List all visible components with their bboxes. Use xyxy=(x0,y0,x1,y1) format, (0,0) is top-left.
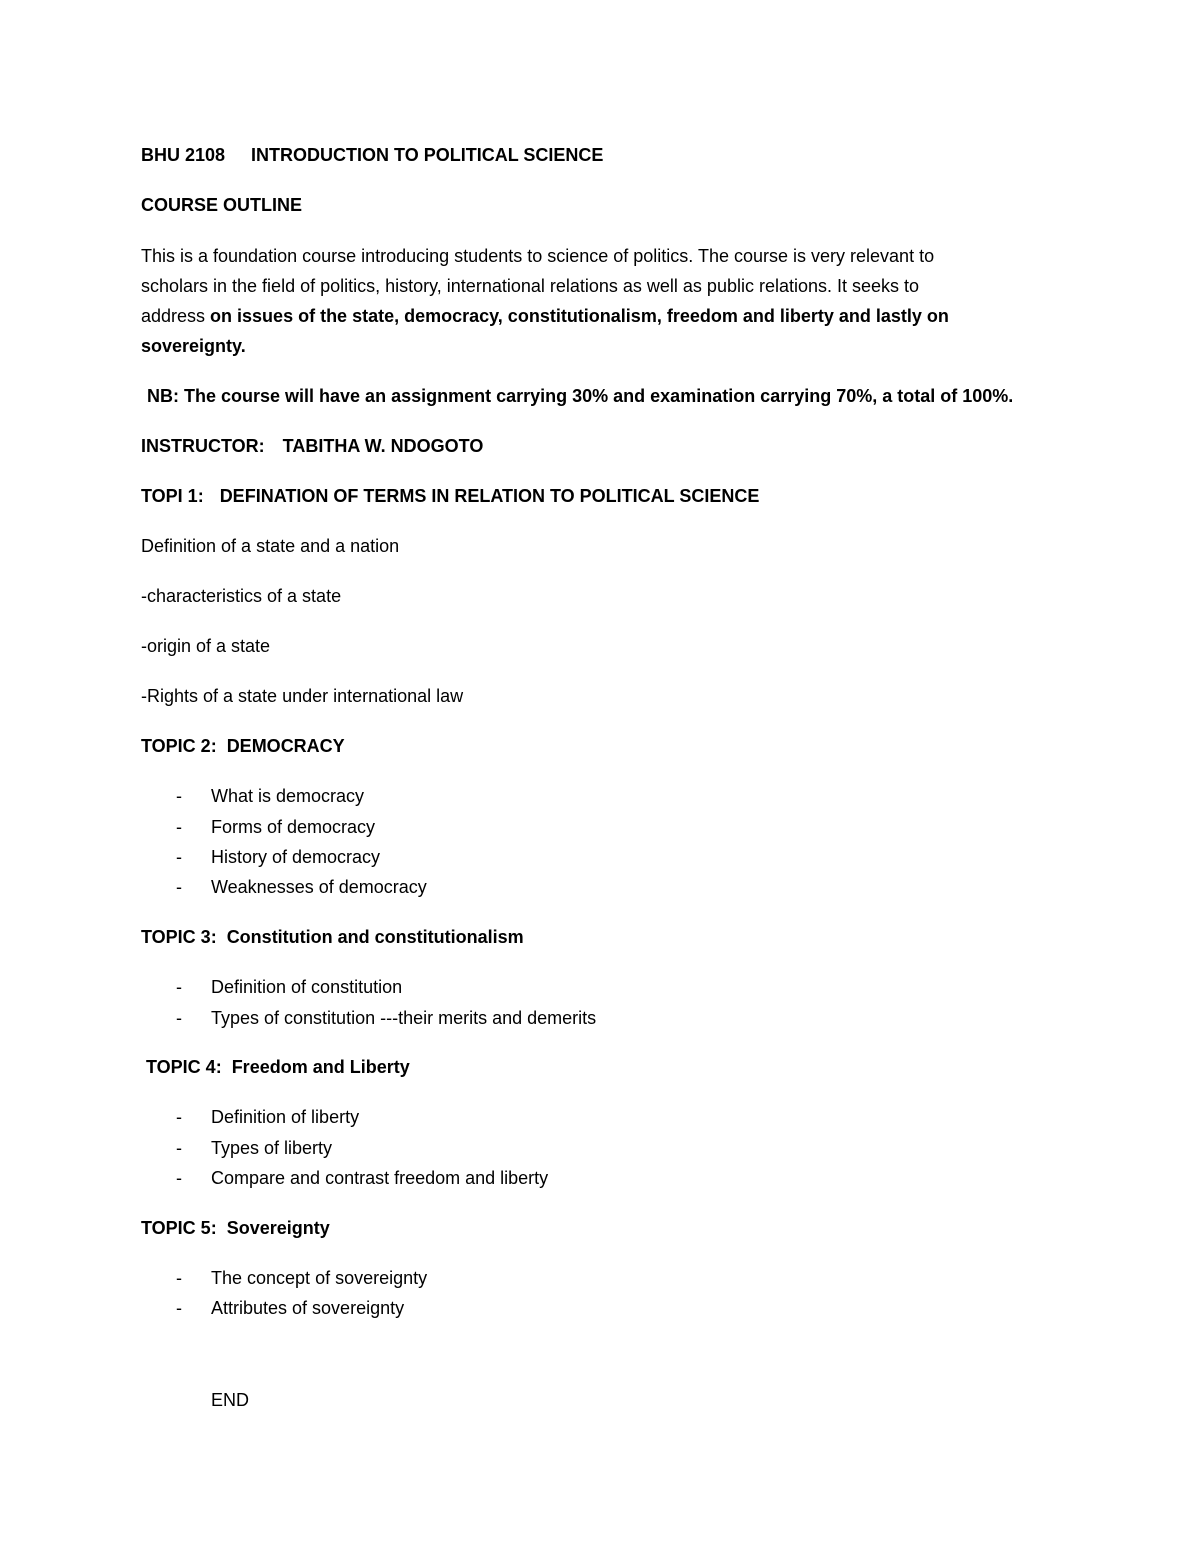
topic-5-label: TOPIC 5: xyxy=(141,1218,217,1238)
list-item xyxy=(176,1006,596,1030)
list-item xyxy=(176,875,427,899)
topic-2-title: DEMOCRACY xyxy=(226,736,345,756)
outline-heading: COURSE OUTLINE xyxy=(141,195,303,215)
list-item xyxy=(176,1166,548,1190)
bullet-dash: - xyxy=(176,1138,182,1158)
course-code: BHU 2108 xyxy=(141,145,226,165)
list-item-text: Forms of democracy xyxy=(211,817,376,837)
topic-1-item: -characteristics of a state xyxy=(141,586,342,606)
bullet-dash: - xyxy=(176,1008,182,1028)
list-item xyxy=(176,784,364,808)
list-item-text: Types of liberty xyxy=(211,1138,333,1158)
topic-4-heading xyxy=(146,1055,410,1079)
list-item-text: Weaknesses of democracy xyxy=(211,877,427,897)
list-item xyxy=(176,1105,359,1129)
topic-3-heading xyxy=(141,925,524,949)
course-title: INTRODUCTION TO POLITICAL SCIENCE xyxy=(251,145,604,165)
instructor-line xyxy=(141,434,483,458)
intro-line-1: This is a foundation course introducing students to science of politics. The course is very relevant to xyxy=(141,246,935,266)
list-item-text: Definition of liberty xyxy=(211,1107,360,1127)
list-item xyxy=(176,815,375,839)
topic-5-heading xyxy=(141,1216,330,1240)
list-item xyxy=(176,1266,427,1290)
topic-4-label: TOPIC 4: xyxy=(146,1057,222,1077)
bullet-dash: - xyxy=(176,1268,182,1288)
list-item-text: Attributes of sovereignty xyxy=(211,1298,405,1318)
topic-1-label: TOPI 1: xyxy=(141,486,204,506)
topic-3-label: TOPIC 3: xyxy=(141,927,217,947)
list-item-text: Compare and contrast freedom and liberty xyxy=(211,1168,549,1188)
intro-line-2: scholars in the field of politics, history, international relations as well as public relations. It seeks to xyxy=(141,276,920,296)
topic-3-title: Constitution and constitutionalism xyxy=(226,927,524,947)
end-marker: END xyxy=(211,1390,250,1410)
instructor-name: TABITHA W. NDOGOTO xyxy=(282,436,484,456)
list-item xyxy=(176,845,380,869)
bullet-dash: - xyxy=(176,1107,182,1127)
bullet-dash: - xyxy=(176,847,182,867)
bullet-dash: - xyxy=(176,1168,182,1188)
topic-1-title: DEFINATION OF TERMS IN RELATION TO POLITICAL SCIENCE xyxy=(219,486,760,506)
intro-line-3-plain: address xyxy=(141,306,211,326)
topic-1-item: -Rights of a state under international law xyxy=(141,686,464,706)
assessment-note: NB: The course will have an assignment carrying 30% and examination carrying 70%, a total of 100%. xyxy=(147,386,1014,406)
list-item-text: Types of constitution ---their merits and demerits xyxy=(211,1008,597,1028)
bullet-dash: - xyxy=(176,786,182,806)
course-heading xyxy=(141,143,603,167)
list-item xyxy=(176,975,402,999)
intro-line-3 xyxy=(141,304,949,328)
intro-line-3-bold: on issues of the state, democracy, constitutionalism, freedom and liberty and lastly on xyxy=(210,306,949,326)
topic-2-label: TOPIC 2: xyxy=(141,736,217,756)
topic-1-item: Definition of a state and a nation xyxy=(141,536,400,556)
list-item xyxy=(176,1296,404,1320)
bullet-dash: - xyxy=(176,817,182,837)
topic-5-title: Sovereignty xyxy=(226,1218,330,1238)
list-item-text: The concept of sovereignty xyxy=(211,1268,428,1288)
bullet-dash: - xyxy=(176,977,182,997)
topic-4-title: Freedom and Liberty xyxy=(231,1057,410,1077)
list-item-text: History of democracy xyxy=(211,847,381,867)
topic-1-item: -origin of a state xyxy=(141,636,271,656)
bullet-dash: - xyxy=(176,1298,182,1318)
list-item xyxy=(176,1136,332,1160)
instructor-label: INSTRUCTOR: xyxy=(141,436,265,456)
topic-2-heading xyxy=(141,734,345,758)
bullet-dash: - xyxy=(176,877,182,897)
list-item-text: What is democracy xyxy=(211,786,365,806)
topic-1-heading xyxy=(141,484,759,508)
list-item-text: Definition of constitution xyxy=(211,977,403,997)
intro-line-4: sovereignty. xyxy=(141,336,246,356)
